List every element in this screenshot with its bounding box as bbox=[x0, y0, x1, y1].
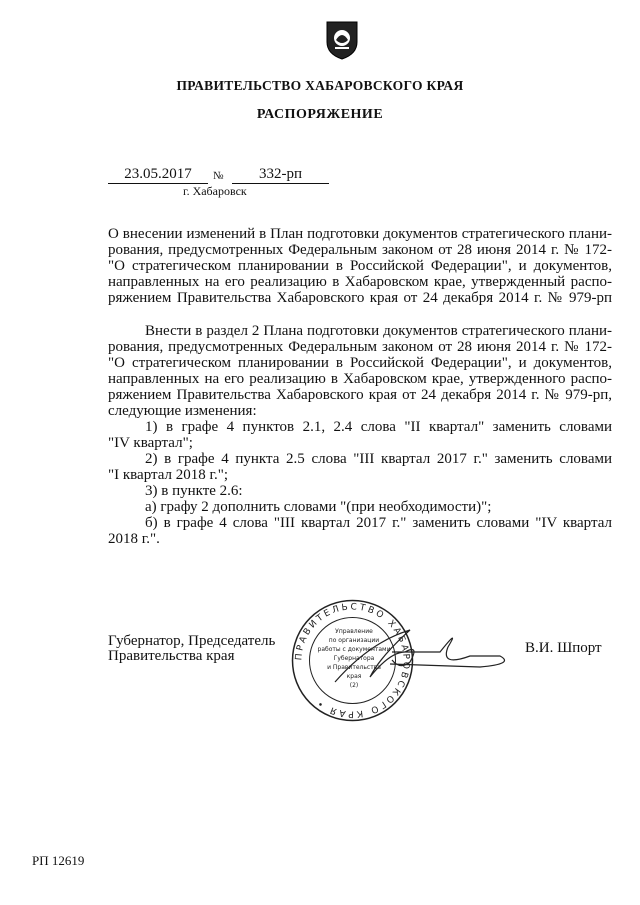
subject-line: "О стратегическом планировании в Российской Федерации", и документов, bbox=[108, 258, 612, 274]
svg-text:работы с документами: работы с документами bbox=[317, 646, 391, 653]
body-line: рования, предусмотренных Федеральным законом от 28 июня 2014 г. № 172- bbox=[108, 339, 612, 355]
coat-of-arms-emblem bbox=[325, 18, 359, 60]
body-line: 1) в графе 4 пунктов 2.1, 2.4 слова "II квартал" заменить словами bbox=[145, 419, 612, 435]
authority-title: ПРАВИТЕЛЬСТВО ХАБАРОВСКОГО КРАЯ bbox=[176, 78, 464, 93]
body-line: "О стратегическом планировании в Российской Федерации", и документов, bbox=[108, 355, 612, 371]
body-line: следующие изменения: bbox=[108, 403, 257, 419]
svg-text:(2): (2) bbox=[349, 682, 359, 689]
document-code: РП 12619 bbox=[32, 853, 85, 868]
subject-line: рования, предусмотренных Федеральным законом от 28 июня 2014 г. № 172- bbox=[108, 242, 612, 258]
city: г. Хабаровск bbox=[183, 184, 247, 198]
body-line: "I квартал 2018 г."; bbox=[108, 467, 229, 483]
number-label: № bbox=[213, 170, 224, 182]
subject-line: направленных на его реализацию в Хабаровском крае, утвержденный распо- bbox=[108, 274, 612, 290]
body-line: б) в графе 4 слова "III квартал 2017 г." заменить словами "IV квартал bbox=[145, 515, 612, 531]
document-number: 332-рп bbox=[232, 166, 329, 184]
svg-text:ПРАВИТЕЛЬСТВО ХАБАРОВСКОГО КРА: ПРАВИТЕЛЬСТВО ХАБАРОВСКОГО КРАЯ • bbox=[294, 602, 411, 719]
document-type-heading: РАСПОРЯЖЕНИЕ bbox=[256, 107, 384, 122]
body-line: Внести в раздел 2 Плана подготовки документов стратегического плани- bbox=[145, 323, 612, 339]
body-line: 2018 г.". bbox=[108, 531, 160, 547]
body-line: "IV квартал"; bbox=[108, 435, 193, 451]
svg-text:и Правительства: и Правительства bbox=[327, 664, 381, 671]
subject-line: ряжением Правительства Хабаровского края от 24 декабря 2014 г. № 979-рп bbox=[108, 290, 612, 306]
document-date: 23.05.2017 bbox=[108, 166, 208, 184]
body-line: 2) в графе 4 пункта 2.5 слова "III квартал 2017 г." заменить словами bbox=[145, 451, 612, 467]
svg-text:Губернатора: Губернатора bbox=[333, 655, 375, 662]
body-line: ряжением Правительства Хабаровского края от 24 декабря 2014 г. № 979-рп, bbox=[108, 387, 612, 403]
body-line: направленных на его реализацию в Хабаровском крае, утвержденного распо- bbox=[108, 371, 612, 387]
official-stamp bbox=[290, 598, 415, 723]
svg-text:Управление: Управление bbox=[335, 628, 373, 635]
svg-text:по организации: по организации bbox=[328, 637, 380, 644]
svg-text:края: края bbox=[346, 673, 362, 680]
body-line: 3) в пункте 2.6: bbox=[145, 483, 243, 499]
signatory-name: В.И. Шпорт bbox=[525, 640, 602, 656]
subject-line: О внесении изменений в План подготовки документов стратегического плани- bbox=[108, 226, 612, 242]
signatory-position-line1: Губернатор, Председатель bbox=[108, 633, 276, 649]
body-line: а) графу 2 дополнить словами "(при необходимости)"; bbox=[145, 499, 492, 515]
signatory-position-line2: Правительства края bbox=[108, 648, 235, 664]
